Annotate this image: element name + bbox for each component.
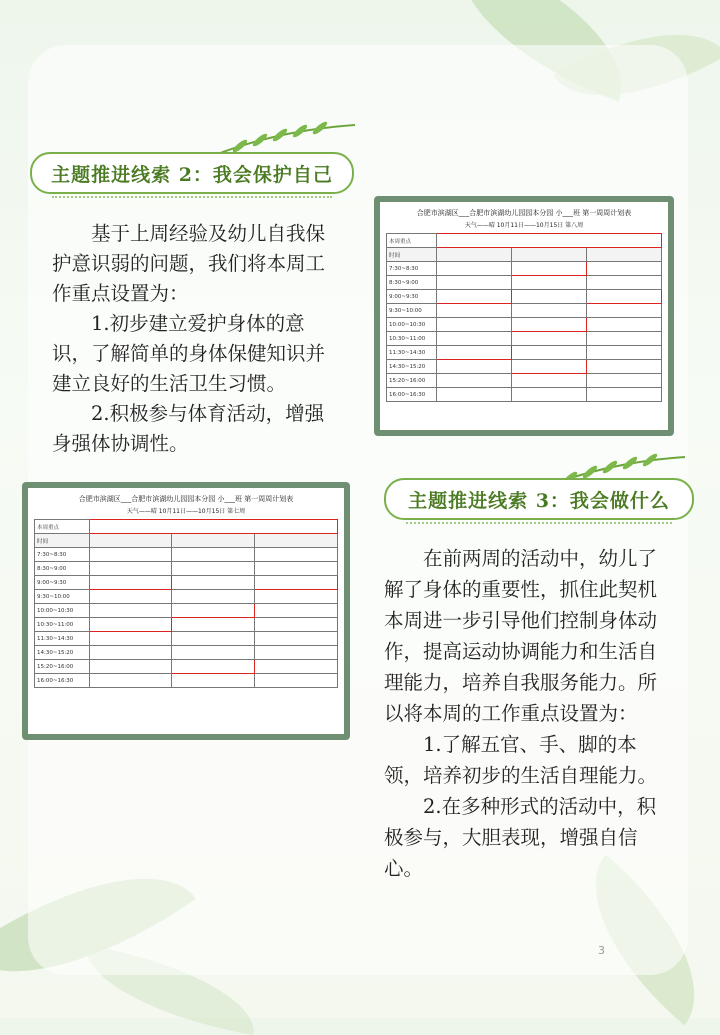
section2-body <box>52 219 334 459</box>
sheet-cell: 9:30~10:00 <box>35 590 90 604</box>
sheet-cell: 7:30~8:30 <box>387 262 437 276</box>
section3-point2: 2.在多种形式的活动中，积极参与，大胆表现，增强自信心。 <box>384 795 657 880</box>
weekly-plan-image-bottom <box>22 482 350 740</box>
sheet-cell: 9:30~10:00 <box>387 304 437 318</box>
sheet-cell: 时间 <box>387 248 437 262</box>
sheet-cell: 10:00~10:30 <box>387 318 437 332</box>
sheet-cell: 时间 <box>35 534 90 548</box>
sheet-cell: 15:20~16:00 <box>387 374 437 388</box>
sheet-cell: 11:30~14:30 <box>387 346 437 360</box>
sheet-cell: 14:30~15:20 <box>387 360 437 374</box>
sheet-cell: 10:30~11:00 <box>387 332 437 346</box>
sheet-cell: 本周重点 <box>35 520 90 534</box>
section3-title-text: 主题推进线索 3：我会做什么 <box>408 489 670 512</box>
sheet-cell: 16:00~16:30 <box>35 674 90 688</box>
section3-intro: 在前两周的活动中，幼儿了解了身体的重要性，抓住此契机本周进一步引导他们控制身体动作，提高运动协调能力和生活自理能力，培养自我服务能力。所以将本周的工作重点设置为： <box>384 547 658 725</box>
sheet-top-title: 合肥市滨湖区___合肥市滨湖幼儿园园本分园 小___班 第一周周计划表 <box>416 209 632 217</box>
sheet-top-table <box>386 233 662 402</box>
sheet-top-subtitle: 天气——晴 10月11日——10月15日 第八周 <box>464 222 584 229</box>
weekly-plan-image-top <box>374 196 674 436</box>
sheet-cell: 15:20~16:00 <box>35 660 90 674</box>
sheet-cell: 10:00~10:30 <box>35 604 90 618</box>
sheet-cell: 9:00~9:30 <box>387 290 437 304</box>
sheet-bottom-subtitle: 天气——晴 10月11日——10月15日 第七周 <box>126 508 246 515</box>
section2-intro: 基于上周经验及幼儿自我保护意识弱的问题，我们将本周工作重点设置为： <box>52 222 326 305</box>
sheet-cell: 8:30~9:00 <box>35 562 90 576</box>
sheet-cell: 本周重点 <box>387 234 437 248</box>
sheet-cell: 8:30~9:00 <box>387 276 437 290</box>
sheet-cell: 9:00~9:30 <box>35 576 90 590</box>
section2-point2: 2.积极参与体育活动，增强身强体协调性。 <box>52 402 325 455</box>
sheet-bottom-table <box>34 519 338 688</box>
section2-point1: 1.初步建立爱护身体的意识，了解简单的身体保健知识并建立良好的生活卫生习惯。 <box>52 312 326 395</box>
sheet-cell: 16:00~16:30 <box>387 388 437 402</box>
section3-title <box>384 478 694 520</box>
sheet-cell: 14:30~15:20 <box>35 646 90 660</box>
sheet-cell: 7:30~8:30 <box>35 548 90 562</box>
page-number: 3 <box>598 944 605 957</box>
sheet-cell: 10:30~11:00 <box>35 618 90 632</box>
section2-title <box>30 152 354 194</box>
sheet-bottom-title: 合肥市滨湖区___合肥市滨湖幼儿园园本分园 小___班 第一周周计划表 <box>78 495 294 503</box>
section3-point1: 1.了解五官、手、脚的本领，培养初步的生活自理能力。 <box>384 733 658 787</box>
section3-body <box>384 543 674 884</box>
sheet-cell: 11:30~14:30 <box>35 632 90 646</box>
section2-title-text: 主题推进线索 2：我会保护自己 <box>51 163 333 186</box>
